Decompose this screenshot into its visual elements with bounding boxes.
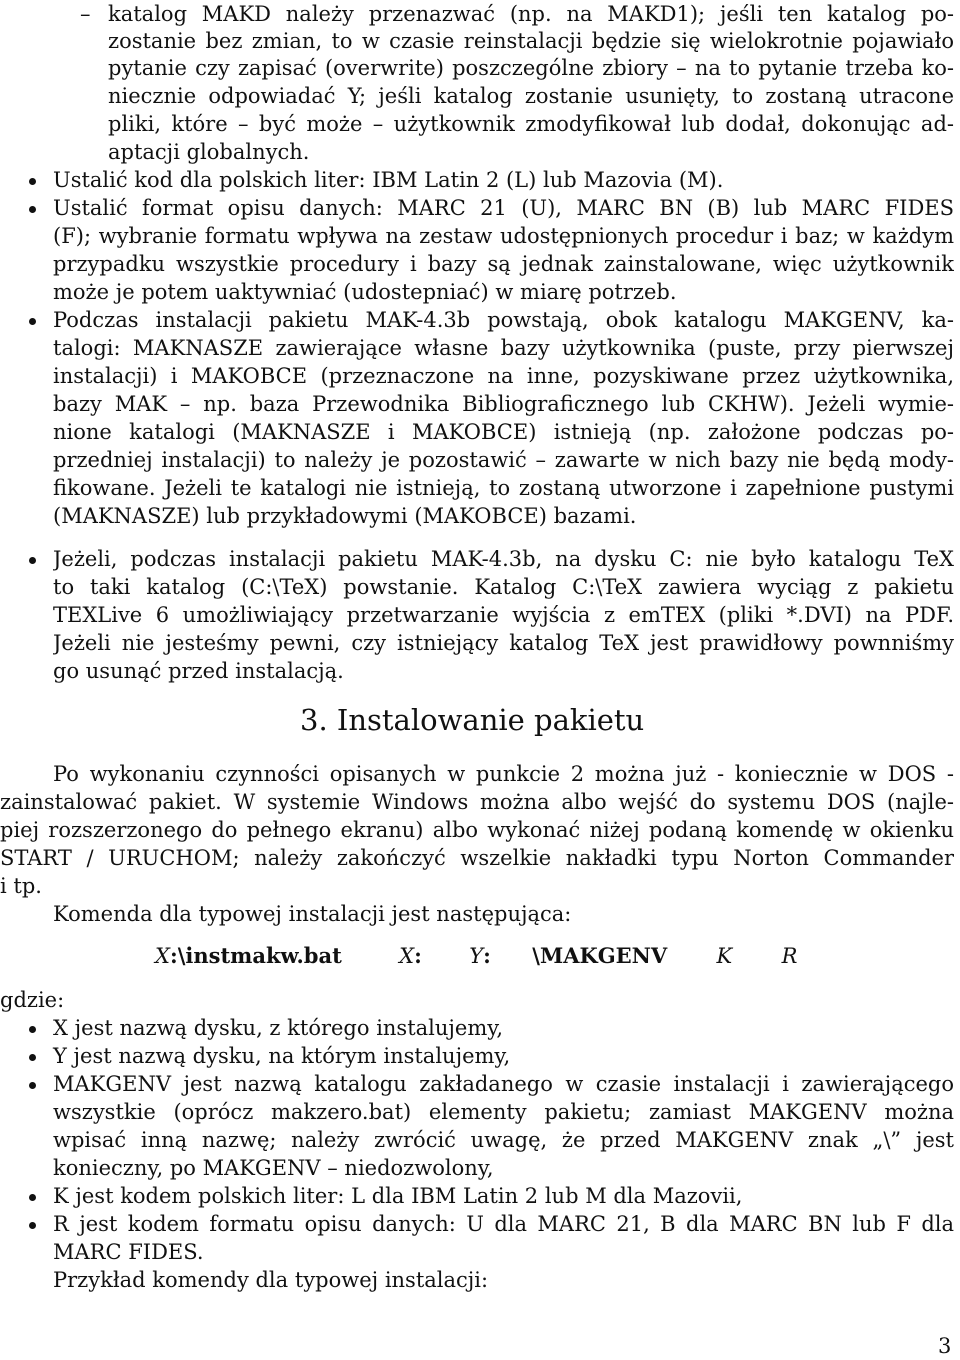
section-heading: 3. Instalowanie pakietu <box>300 703 645 737</box>
bullet-icon <box>29 1026 36 1033</box>
bullet-icon <box>29 178 36 185</box>
continuation-line: zostanie bez zmian, to w czasie reinstalacji będzie się wielokrotnie pojawiało <box>108 29 954 53</box>
list-item: przypadku wszystkie procedury i bazy są jednak zainstalowane, więc użytkownik <box>53 252 954 276</box>
list-item: Jeżeli, podczas instalacji pakietu MAK-4.3b, na dysku C: nie było katalogu TeX <box>53 547 954 571</box>
list-item: talogi: MAKNASZE zawierające własne bazy użytkownika (puste, przy pierwszej <box>53 336 954 360</box>
continuation-line: katalog MAKD należy przenazwać (np. na MAKD1); jeśli ten katalog po- <box>108 2 954 26</box>
list-item: instalacji) i MAKOBCE (przeznaczone na inne, pozyskiwane przez użytkownika, <box>53 364 954 388</box>
continuation-line: niecznie odpowiadać Y; jeśli katalog zostanie usunięty, to zostaną utracone <box>108 84 954 108</box>
cmd-arg-y: Y <box>469 944 484 968</box>
list-item: wszystkie (oprócz makzero.bat) elementy pakietu; zamiast MAKGENV można <box>53 1100 954 1124</box>
list-item: X jest nazwą dysku, z którego instalujemy, <box>53 1016 504 1040</box>
continuation-line: aptacji globalnych. <box>108 140 310 164</box>
list-item: Y jest nazwą dysku, na którym instalujemy, <box>53 1044 511 1068</box>
list-item: TEXLive 6 umożliwiający przetwarzanie wyjścia z emTEX (pliki *.DVI) na PDF. <box>53 603 954 627</box>
command-intro: Komenda dla typowej instalacji jest następująca: <box>53 902 572 926</box>
cmd-arg-k: K <box>716 944 733 968</box>
list-item: przedniej instalacji) to należy je pozostawić – zawarte w nich bazy nie będą mody- <box>53 448 954 472</box>
continuation-line: pliki, które – być może – użytkownik zmodyfikował lub dodał, dokonując ad- <box>108 112 954 136</box>
dash-marker: – <box>80 2 91 26</box>
list-item: Ustalić kod dla polskich liter: IBM Latin 2 (L) lub Mazovia (M). <box>53 168 724 192</box>
bullet-icon <box>29 1082 36 1089</box>
list-item: Podczas instalacji pakietu MAK-4.3b powstają, obok katalogu MAKGENV, ka- <box>53 308 954 332</box>
continuation-line: pytanie czy zapisać (overwrite) poszczególne zbiory – na to pytanie trzeba ko- <box>108 56 954 80</box>
paragraph-line: i tp. <box>0 874 42 898</box>
bullet-icon <box>29 557 36 564</box>
paragraph-line: Po wykonaniu czynności opisanych w punkcie 2 można już - koniecznie w DOS - <box>53 762 954 786</box>
cmd-arg-dir: \MAKGENV <box>532 943 668 968</box>
example-intro: Przykład komendy dla typowej instalacji: <box>53 1268 489 1292</box>
list-item: Ustalić format opisu danych: MARC 21 (U), MARC BN (B) lub MARC FIDES <box>53 196 954 220</box>
list-item: może je potem uaktywniać (udostepniać) w miarę potrzeb. <box>53 280 677 304</box>
list-item: Jeżeli nie jesteśmy pewni, czy istniejący katalog TeX jest prawidłowy pownniśmy <box>53 631 954 655</box>
list-item: to taki katalog (C:\TeX) powstanie. Katalog C:\TeX zawiera wyciąg z pakietu <box>53 575 954 599</box>
list-item: (F); wybranie formatu wpływa na zestaw udostępnionych procedur i baz; w każdym <box>53 224 954 248</box>
cmd-colon: : <box>414 943 422 968</box>
list-item: R jest kodem formatu opisu danych: U dla MARC 21, B dla MARC BN lub F dla <box>53 1212 954 1236</box>
cmd-colon: : <box>483 943 491 968</box>
bullet-icon <box>29 1222 36 1229</box>
list-item: (MAKNASZE) lub przykładowymi (MAKOBCE) bazami. <box>53 504 637 528</box>
cmd-arg-r: R <box>781 944 798 968</box>
page-number: 3 <box>938 1334 952 1358</box>
list-item: fikowane. Jeżeli te katalogi nie istnieją, to zostaną utworzone i zapełnione pustymi <box>53 476 954 500</box>
list-item: MAKGENV jest nazwą katalogu zakładanego w czasie instalacji i zawierającego <box>53 1072 954 1096</box>
bullet-icon <box>29 318 36 325</box>
where-label: gdzie: <box>0 988 65 1012</box>
bullet-icon <box>29 1194 36 1201</box>
list-item: nione katalogi (MAKNASZE i MAKOBCE) istnieją (np. założone podczas po- <box>53 420 954 444</box>
paragraph-line: piej rozszerzonego do pełnego ekranu) albo wykonać niżej podaną komendę w okienku <box>0 818 954 842</box>
cmd-arg-x: X <box>399 944 415 968</box>
paragraph-line: START / URUCHOM; należy zakończyć wszelkie nakładki typu Norton Commander <box>0 846 954 870</box>
bullet-icon <box>29 206 36 213</box>
bullet-icon <box>29 1054 36 1061</box>
list-item: K jest kodem polskich liter: L dla IBM Latin 2 lub M dla Mazovii, <box>53 1184 743 1208</box>
list-item: konieczny, po MAKGENV – niedozwolony, <box>53 1156 494 1180</box>
list-item: MARC FIDES. <box>53 1240 204 1264</box>
cmd-drive-x: X <box>155 944 170 968</box>
list-item: bazy MAK – np. baza Przewodnika Bibliograficznego lub CKHW). Jeżeli wymie- <box>53 392 954 416</box>
paragraph-line: zainstalować pakiet. W systemie Windows można albo wejść do systemu DOS (najle- <box>0 790 954 814</box>
cmd-script: :\instmakw.bat <box>169 943 342 968</box>
list-item: wpisać inną nazwę; należy zwrócić uwagę, że przed MAKGENV znak „\” jest <box>53 1128 954 1152</box>
install-command <box>155 942 797 970</box>
list-item: go usunąć przed instalacją. <box>53 659 344 683</box>
